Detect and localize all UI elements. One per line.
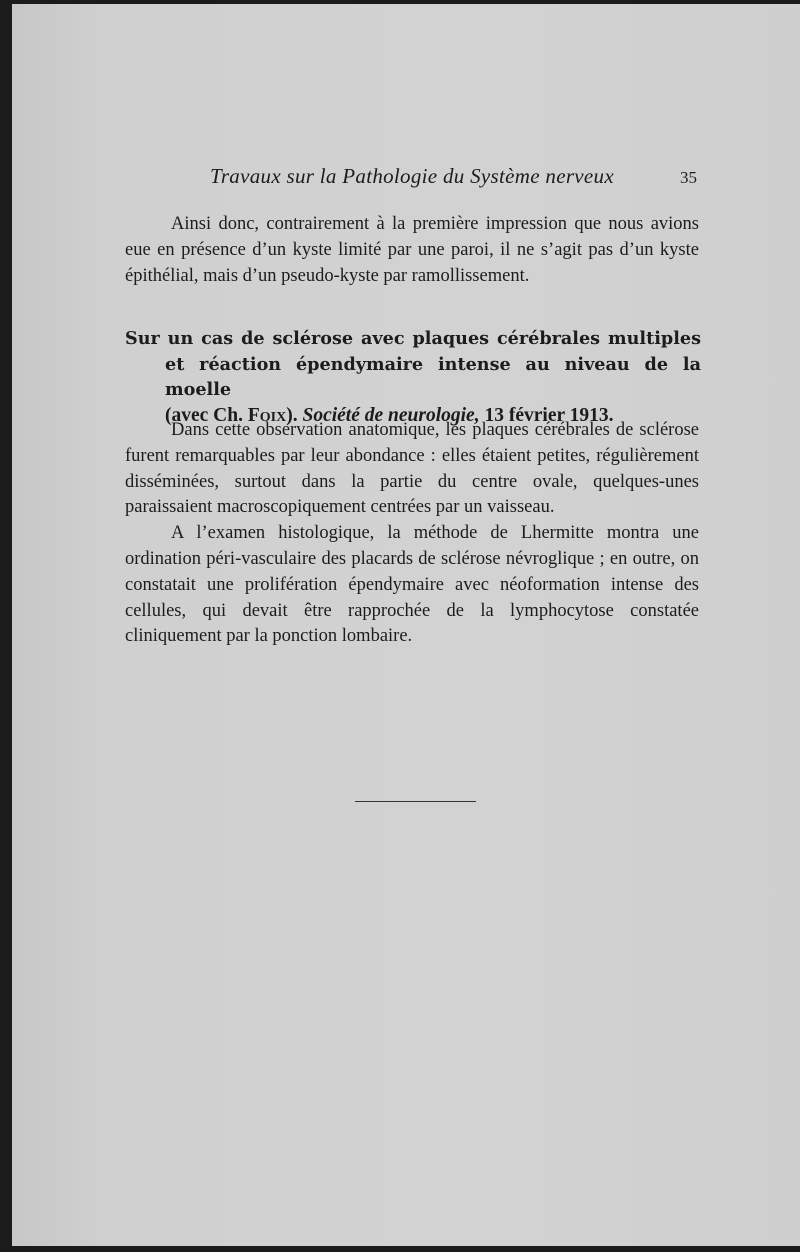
reference-prefix: (avec Ch. <box>165 404 248 426</box>
document-page <box>12 4 800 1246</box>
reference-author: Foix <box>247 404 287 426</box>
intro-paragraph-block <box>125 212 699 289</box>
intro-paragraph: Ainsi donc, contrairement à la première impression que nous avions eue en présence d’un kyste limité par une paroi, il ne s’agit pas d’un kyste épithélial, mais d’un pseudo-kyste par ramollissement. <box>125 214 699 286</box>
running-head <box>12 164 800 194</box>
end-rule <box>355 801 476 802</box>
section-paragraph: A l’examen histologique, la méthode de Lhermitte montra une ordination péri-vasculaire des placards de sclérose névroglique ; en outre, on constatait une prolifération épendymaire avec néoformation intense des cellules, qui devait être rapprochée de la lymphocytose constatée cliniquement par la ponction lombaire. <box>125 523 699 647</box>
reference-venue: Société de neurologie, <box>302 404 480 426</box>
running-title: Travaux sur la Pathologie du Système nerveux <box>210 164 614 188</box>
section-heading <box>125 326 701 429</box>
section-body <box>125 418 699 650</box>
section-paragraph: Dans cette observation anatomique, les plaques cérébrales de sclérose furent remarquables par leur abondance : elles étaient petites, régulièrement disséminées, surtout dans la partie du centre ovale, quelques-unes paraissaient macroscopiquement centrées par un vaisseau. <box>125 420 699 518</box>
section-title: Sur un cas de sclérose avec plaques cérébrales multiples et réaction épendymaire intense au niveau de la moelle <box>125 328 701 400</box>
reference-suffix: ). <box>286 404 298 426</box>
page-number: 35 <box>680 168 697 187</box>
reference-date: 13 février 1913. <box>484 404 614 426</box>
